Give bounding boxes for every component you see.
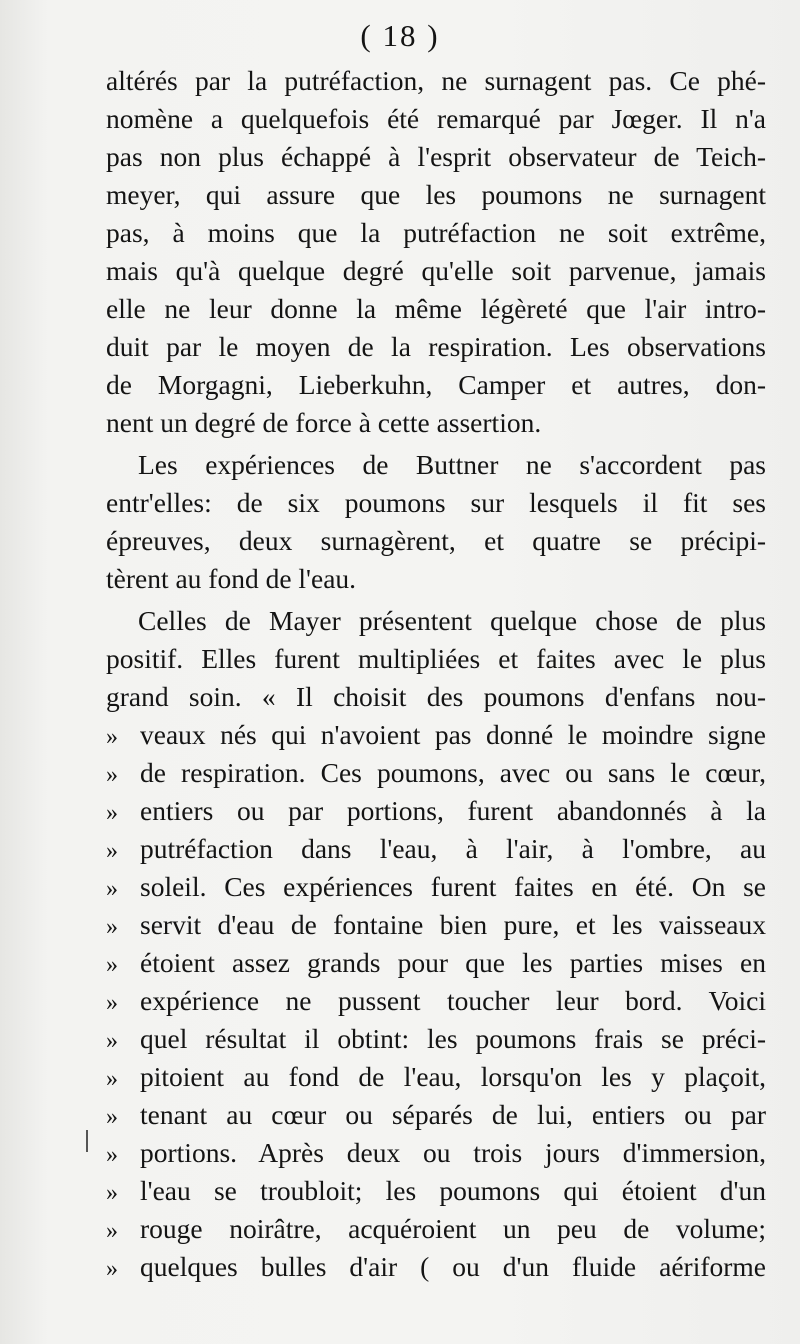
quoted-line [106, 1058, 766, 1096]
guillemet-mark: » [106, 1256, 118, 1282]
text-line: nomène a quelquefois été remarqué par Jœger. Il n'a [106, 103, 766, 134]
text-line: épreuves, deux surnagèrent, et quatre se précipi- [106, 525, 766, 556]
quoted-line [106, 1134, 766, 1172]
quoted-text: rouge noirâtre, acquéroient un peu de volume; [140, 1213, 766, 1244]
text-line: altérés par la putréfaction, ne surnagent pas. Ce phé- [106, 65, 766, 96]
quoted-text: portions. Après deux ou trois jours d'immersion, [140, 1137, 766, 1168]
text-line: grand soin. « Il choisit des poumons d'enfans nou- [106, 681, 766, 712]
quoted-text: veaux nés qui n'avoient pas donné le moindre signe [140, 719, 766, 750]
quoted-text: soleil. Ces expériences furent faites en été. On se [140, 871, 766, 902]
quoted-line [106, 1248, 766, 1286]
guillemet-mark: » [106, 1180, 118, 1206]
guillemet-mark: » [106, 724, 118, 750]
paragraph-3 [106, 602, 766, 1286]
guillemet-mark: » [106, 952, 118, 978]
guillemet-mark: » [106, 876, 118, 902]
text-line: de Morgagni, Lieberkuhn, Camper et autres, don- [106, 369, 766, 400]
text-line: duit par le moyen de la respiration. Les observations [106, 331, 766, 362]
quoted-line [106, 944, 766, 982]
body-text [106, 62, 766, 1286]
quoted-line [106, 906, 766, 944]
quoted-line [106, 754, 766, 792]
quoted-text: servit d'eau de fontaine bien pure, et les vaisseaux [140, 909, 766, 940]
quoted-line [106, 716, 766, 754]
guillemet-mark: » [106, 914, 118, 940]
quoted-text: de respiration. Ces poumons, avec ou sans le cœur, [140, 757, 766, 788]
quoted-line [106, 1020, 766, 1058]
quoted-text: quelques bulles d'air ( ou d'un fluide aériforme [140, 1251, 766, 1282]
quoted-line [106, 1210, 766, 1248]
text-line: pas non plus échappé à l'esprit observateur de Teich- [106, 141, 766, 172]
text-line: elle ne leur donne la même légèreté que l'air intro- [106, 293, 766, 324]
text-line: tèrent au fond de l'eau. [106, 563, 357, 594]
guillemet-mark: » [106, 1066, 118, 1092]
text-line: pas, à moins que la putréfaction ne soit extrême, [106, 217, 766, 248]
guillemet-mark: » [106, 838, 118, 864]
quoted-text: l'eau se troubloit; les poumons qui étoient d'un [140, 1175, 766, 1206]
text-line: Les expériences de Buttner ne s'accordent pas [138, 449, 766, 480]
quoted-text: tenant au cœur ou séparés de lui, entiers ou par [140, 1099, 766, 1130]
quoted-text: pitoient au fond de l'eau, lorsqu'on les y plaçoit, [140, 1061, 766, 1092]
quoted-line [106, 1096, 766, 1134]
quoted-text: quel résultat il obtint: les poumons frais se préci- [140, 1023, 766, 1054]
guillemet-mark: » [106, 762, 118, 788]
guillemet-mark: » [106, 800, 118, 826]
quotation-block [106, 716, 766, 1286]
paragraph-1 [106, 62, 766, 442]
quoted-line [106, 868, 766, 906]
guillemet-mark: » [106, 1028, 118, 1054]
quoted-text: étoient assez grands pour que les parties mises en [140, 947, 766, 978]
quoted-text: expérience ne pussent toucher leur bord. Voici [140, 985, 766, 1016]
quoted-text: putréfaction dans l'eau, à l'air, à l'ombre, au [140, 833, 766, 864]
guillemet-mark: » [106, 1218, 118, 1244]
quoted-line [106, 792, 766, 830]
quoted-text: entiers ou par portions, furent abandonnés à la [140, 795, 766, 826]
text-line: entr'elles: de six poumons sur lesquels il fit ses [106, 487, 766, 518]
guillemet-mark: » [106, 1142, 118, 1168]
text-line: positif. Elles furent multipliées et faites avec le plus [106, 643, 766, 674]
page-number: ( 18 ) [360, 18, 440, 53]
guillemet-mark: » [106, 1104, 118, 1130]
text-line: nent un degré de force à cette assertion. [106, 407, 542, 438]
paragraph-2 [106, 446, 766, 598]
quoted-line [106, 982, 766, 1020]
text-line: mais qu'à quelque degré qu'elle soit parvenue, jamais [106, 255, 766, 286]
guillemet-mark: » [106, 990, 118, 1016]
text-line: Celles de Mayer présentent quelque chose de plus [138, 605, 766, 636]
quoted-line [106, 830, 766, 868]
margin-mark [86, 1130, 88, 1152]
text-line: meyer, qui assure que les poumons ne surnagent [106, 179, 766, 210]
quoted-line [106, 1172, 766, 1210]
